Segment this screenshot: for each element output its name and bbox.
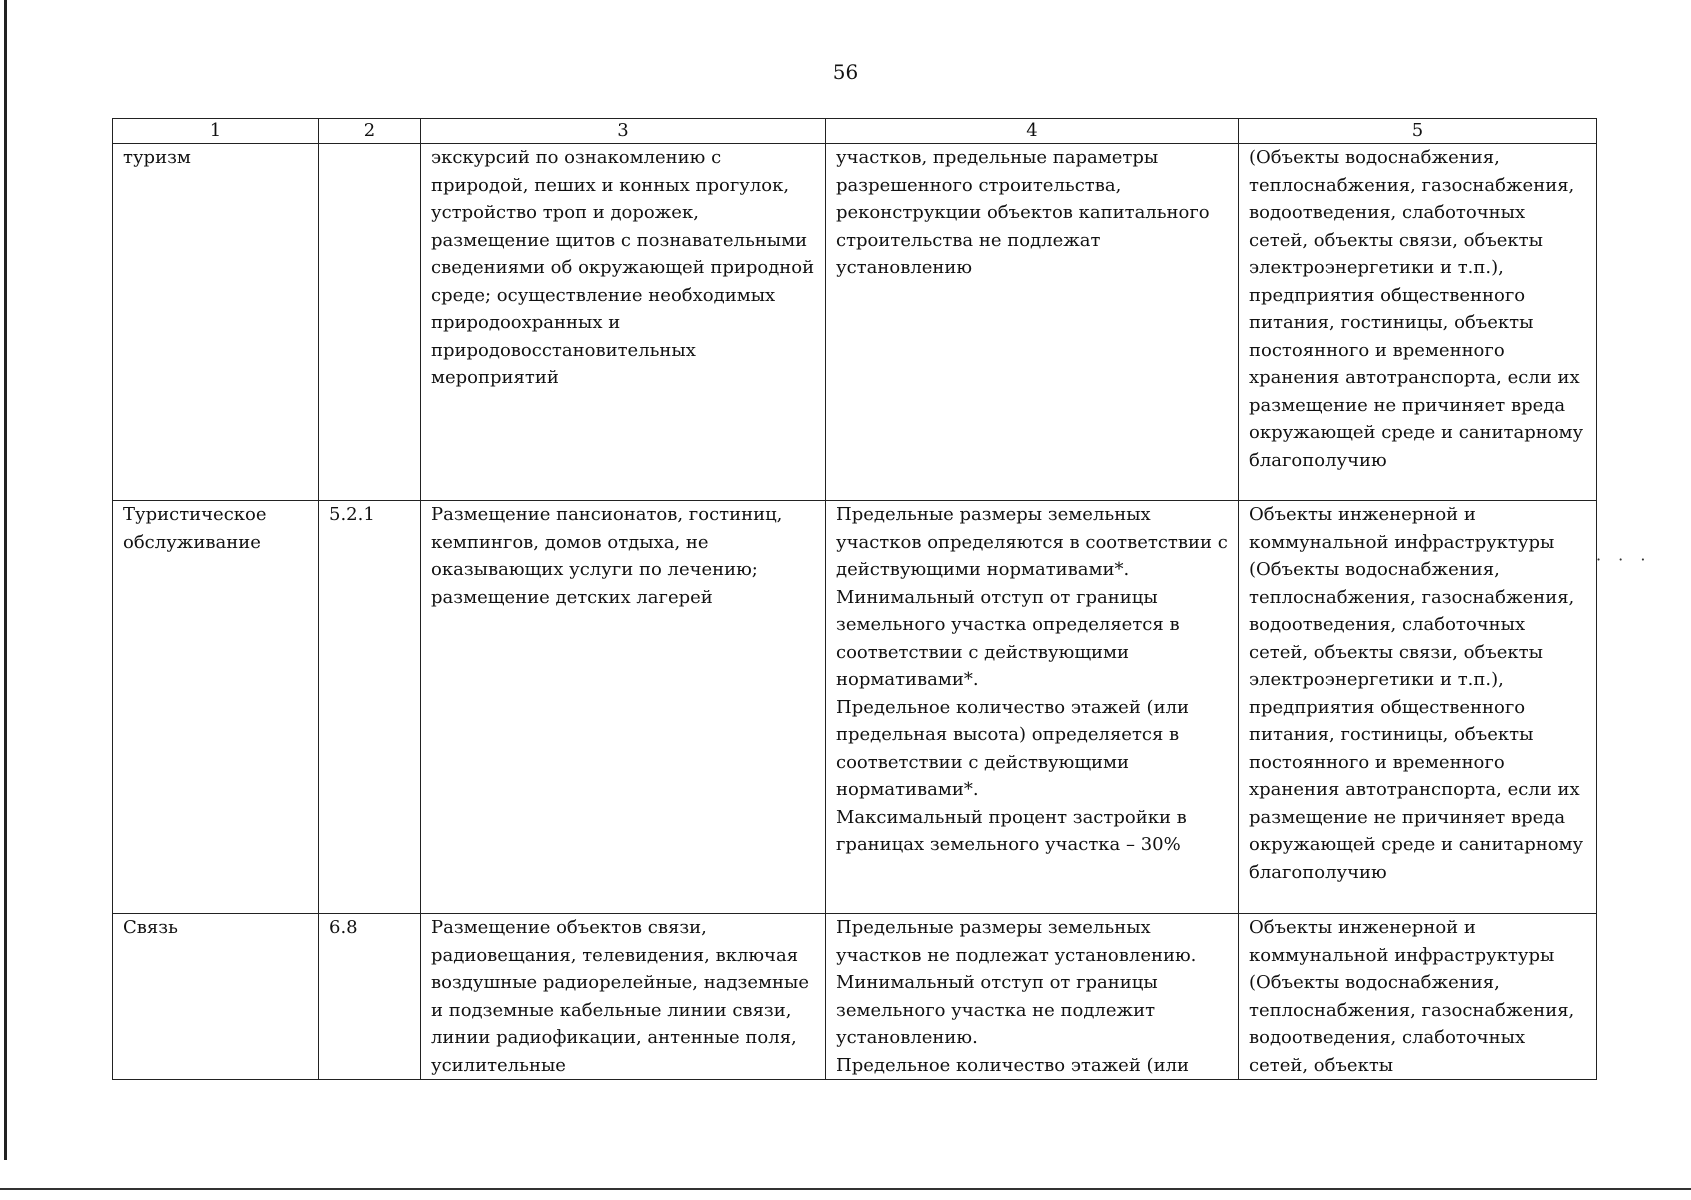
auxiliary-uses-cell: Объекты инженерной и коммунальной инфраструктуры (Объекты водоснабжения, теплоснабжения, газоснабжения, водоотведения, слаботочных сетей, объекты	[1239, 914, 1597, 1080]
description-cell: Размещение пансионатов, гостиниц, кемпингов, домов отдыха, не оказывающих услуги по лечению; размещение детских лагерей	[421, 501, 826, 914]
header-row	[113, 119, 1597, 144]
table-row	[113, 144, 1597, 501]
parameters-cell: Предельные размеры земельных участков не подлежат установлению. Минимальный отступ от границы земельного участка не подлежит установлению. Предельное количество этажей (или	[826, 914, 1239, 1080]
page-frame-left	[4, 0, 7, 1160]
margin-dots-decoration: · · ·	[1596, 550, 1652, 569]
column-header-5: 5	[1239, 119, 1597, 144]
description-cell: экскурсий по ознакомлению с природой, пеших и конных прогулок, устройство троп и дорожек, размещение щитов с познавательными сведениями об окружающей природной среде; осуществление необходимых природоохранных и природовосстановительных мероприятий	[421, 144, 826, 501]
page-frame-bottom	[0, 1188, 1691, 1190]
code-cell	[319, 144, 421, 501]
table-row	[113, 914, 1597, 1080]
description-cell: Размещение объектов связи, радиовещания, телевидения, включая воздушные радиорелейные, надземные и подземные кабельные линии связи, линии радиофикации, антенные поля, усилительные	[421, 914, 826, 1080]
column-header-4: 4	[826, 119, 1239, 144]
land-use-type-cell: туризм	[113, 144, 319, 501]
auxiliary-uses-cell: Объекты инженерной и коммунальной инфраструктуры (Объекты водоснабжения, теплоснабжения, газоснабжения, водоотведения, слаботочных сетей, объекты связи, объекты электроэнергетики и т.п.), предприятия общественного питания, гостиницы, объекты постоянного и временного хранения автотранспорта, если их размещение не причиняет вреда окружающей среде и санитарному благополучию	[1239, 501, 1597, 914]
column-header-2: 2	[319, 119, 421, 144]
parameters-cell: участков, предельные параметры разрешенного строительства, реконструкции объектов капитального строительства не подлежат установлению	[826, 144, 1239, 501]
code-cell: 5.2.1	[319, 501, 421, 914]
column-header-1: 1	[113, 119, 319, 144]
regulations-table	[112, 118, 1597, 1080]
land-use-type-cell: Связь	[113, 914, 319, 1080]
parameters-cell: Предельные размеры земельных участков определяются в соответствии с действующими нормативами*. Минимальный отступ от границы земельного участка определяется в соответствии с действующими нормативами*. Предельное количество этажей (или предельная высота) определяется в соответствии с действующими нормативами*. Максимальный процент застройки в границах земельного участка – 30%	[826, 501, 1239, 914]
code-cell: 6.8	[319, 914, 421, 1080]
auxiliary-uses-cell: (Объекты водоснабжения, теплоснабжения, газоснабжения, водоотведения, слаботочных сетей, объекты связи, объекты электроэнергетики и т.п.), предприятия общественного питания, гостиницы, объекты постоянного и временного хранения автотранспорта, если их размещение не причиняет вреда окружающей среде и санитарному благополучию	[1239, 144, 1597, 501]
column-header-3: 3	[421, 119, 826, 144]
land-use-type-cell: Туристическое обслуживание	[113, 501, 319, 914]
table-row	[113, 501, 1597, 914]
page-number: 56	[832, 60, 859, 84]
